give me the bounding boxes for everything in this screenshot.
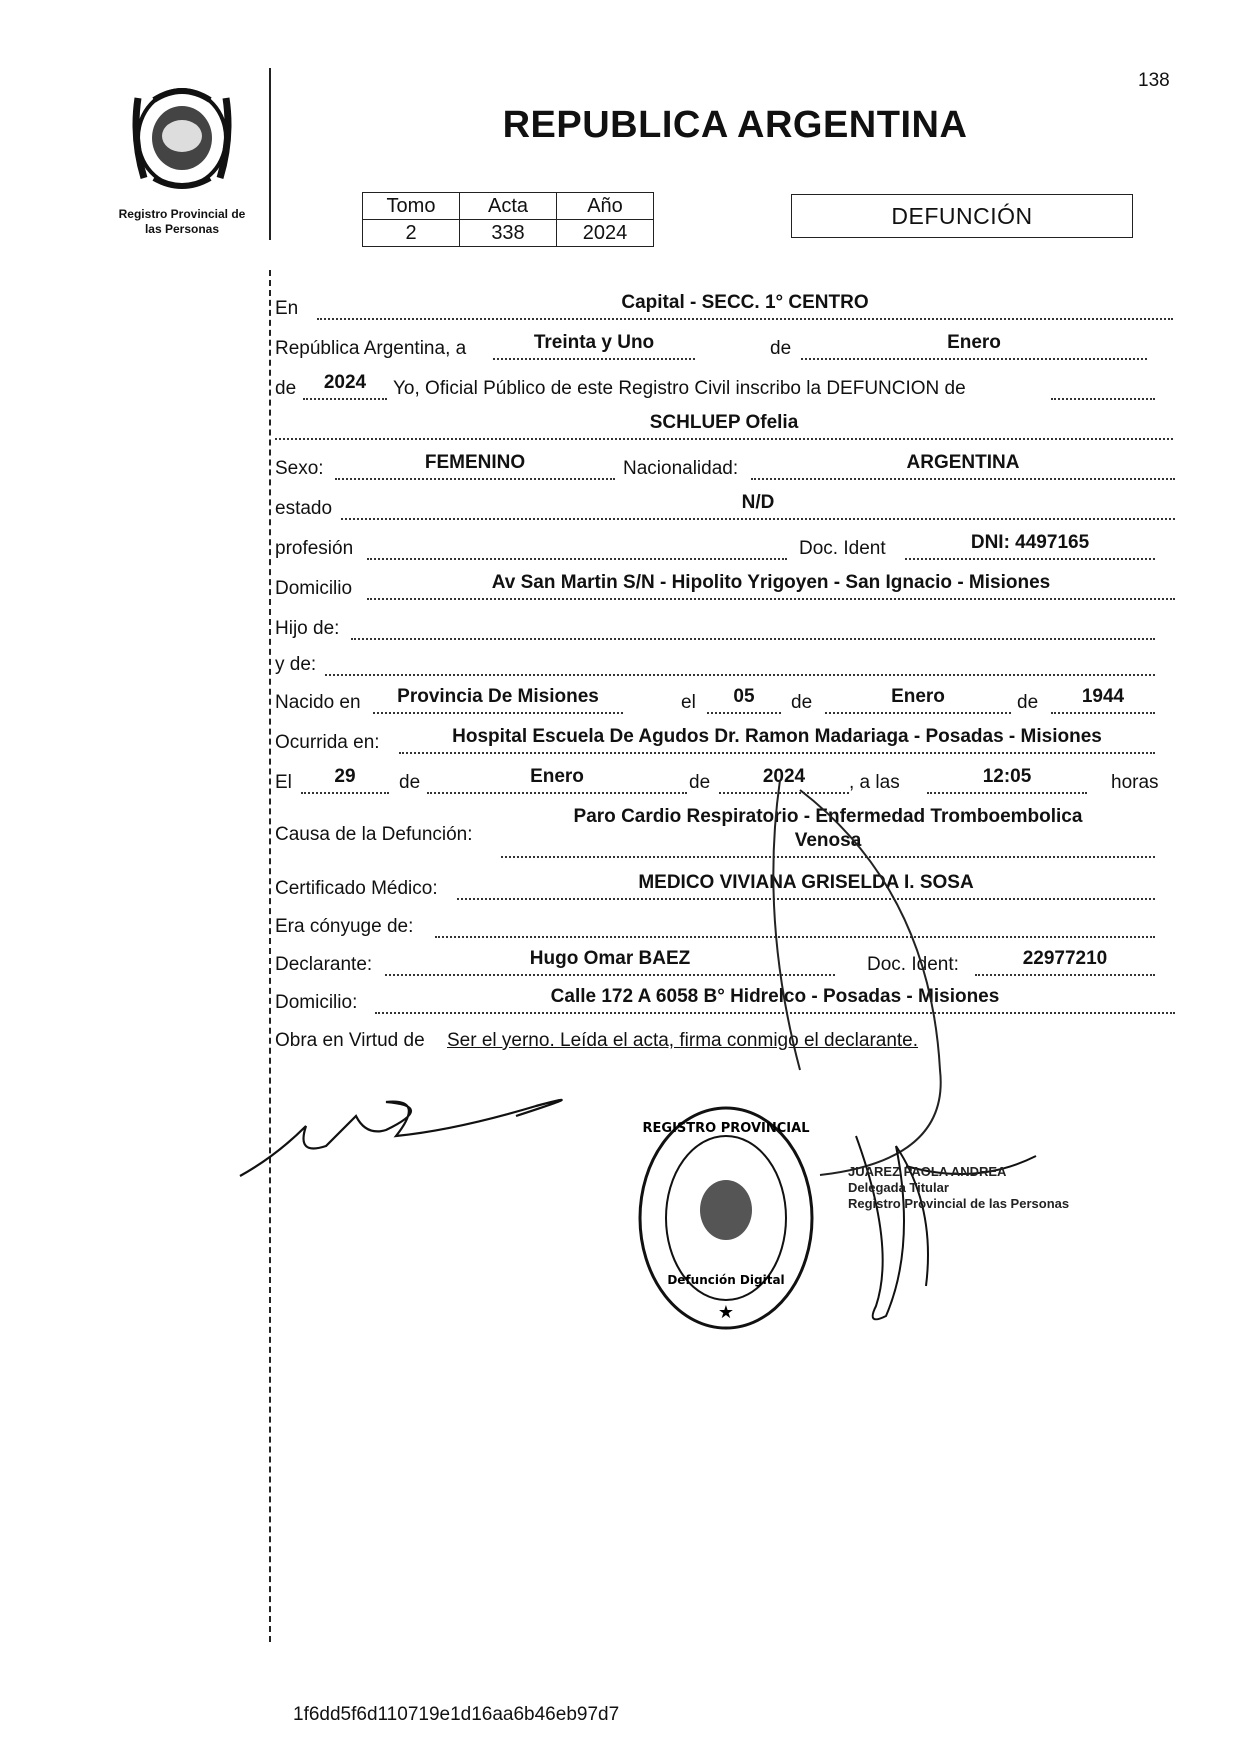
ref-value-ano: 2024 xyxy=(557,220,654,247)
row-profesion xyxy=(275,532,1155,562)
birth-day: 05 xyxy=(733,686,755,707)
causa-line1: Paro Cardio Respiratorio - Enfermedad Tromboembolica xyxy=(573,806,1083,827)
dotted-line xyxy=(341,518,1175,520)
doc-ident-value: DNI: 4497165 xyxy=(970,532,1090,553)
row-yde xyxy=(275,648,1155,678)
death-de1-label: de xyxy=(399,772,421,793)
de-label: de xyxy=(770,338,792,359)
declarant-signature xyxy=(236,1086,596,1182)
dotted-line xyxy=(493,358,695,360)
logo-caption-line1: Registro Provincial de xyxy=(118,207,246,221)
dotted-line xyxy=(351,638,1155,640)
certificado-label: Certificado Médico: xyxy=(275,878,438,899)
margin-rule-top xyxy=(269,68,271,240)
month-text: Enero xyxy=(947,332,1001,353)
official-org: Registro Provincial de las Personas xyxy=(848,1196,1070,1211)
sexo-label: Sexo: xyxy=(275,458,324,479)
death-time: 12:05 xyxy=(982,766,1032,787)
en-label: En xyxy=(275,298,299,319)
ref-value-tomo: 2 xyxy=(363,220,460,247)
death-day: 29 xyxy=(334,766,356,787)
dotted-line xyxy=(751,478,1175,480)
birth-de2-label: de xyxy=(1017,692,1039,713)
death-year: 2024 xyxy=(762,766,806,787)
svg-text:REGISTRO PROVINCIAL: REGISTRO PROVINCIAL xyxy=(642,1121,810,1136)
en-value: Capital - SECC. 1° CENTRO xyxy=(621,292,869,313)
row-en xyxy=(275,292,1175,322)
ref-header-acta: Acta xyxy=(460,193,557,220)
republica-label: República Argentina, a xyxy=(275,338,467,359)
dotted-line xyxy=(325,674,1155,676)
causa-line2: Venosa xyxy=(794,830,862,851)
dotted-line xyxy=(801,358,1147,360)
obra-value: Ser el yerno. Leída el acta, firma conmigo el declarante. xyxy=(447,1030,919,1051)
dotted-line xyxy=(1051,398,1155,400)
dotted-line xyxy=(707,712,781,714)
birth-de1-label: de xyxy=(791,692,813,713)
profesion-label: profesión xyxy=(275,538,354,559)
official-role: Delegada Titular xyxy=(848,1180,949,1195)
doc-ident-label: Doc. Ident xyxy=(799,538,886,559)
conyuge-label: Era cónyuge de: xyxy=(275,916,414,937)
el-label: el xyxy=(681,692,696,713)
ocurrida-label: Ocurrida en: xyxy=(275,732,380,753)
row-deceased xyxy=(275,412,1175,442)
el2-label: El xyxy=(275,772,292,793)
province-seal-logo xyxy=(124,78,240,196)
dotted-line xyxy=(303,398,387,400)
ref-value-acta: 338 xyxy=(460,220,557,247)
row-estado xyxy=(275,492,1175,522)
row-death-date xyxy=(275,766,1175,796)
hijo-label: Hijo de: xyxy=(275,618,340,639)
dotted-line xyxy=(301,792,389,794)
svg-text:Defunción Digital: Defunción Digital xyxy=(667,1273,785,1287)
year-de-label: de xyxy=(275,378,297,399)
horas-label: horas xyxy=(1111,772,1159,793)
logo-caption-line2: las Personas xyxy=(144,222,220,236)
row-declarante xyxy=(275,948,1155,978)
nacionalidad-value: ARGENTINA xyxy=(906,452,1020,473)
domicilio2-label: Domicilio: xyxy=(275,992,358,1013)
dotted-line xyxy=(367,558,787,560)
logo-caption xyxy=(100,207,264,237)
certificado-value: MEDICO VIVIANA GRISELDA I. SOSA xyxy=(638,872,974,893)
row-statement xyxy=(275,372,1155,402)
ocurrida-value: Hospital Escuela De Agudos Dr. Ramon Madariaga - Posadas - Misiones xyxy=(452,726,1102,747)
margin-rule xyxy=(269,270,271,1642)
row-causa xyxy=(275,806,1155,862)
estado-label: estado xyxy=(275,498,333,519)
row-domicilio2 xyxy=(275,986,1175,1016)
page-number: 138 xyxy=(1138,70,1170,91)
dotted-line xyxy=(399,752,1155,754)
svg-text:★: ★ xyxy=(717,1302,735,1323)
dotted-line xyxy=(317,318,1173,320)
official-name: JUAREZ PAOLA ANDREA xyxy=(848,1164,1007,1179)
dotted-line xyxy=(1051,712,1155,714)
dotted-line xyxy=(367,598,1175,600)
official-block xyxy=(848,1164,1069,1212)
declarante-value: Hugo Omar BAEZ xyxy=(529,948,691,969)
reference-table xyxy=(362,192,654,247)
doc-ident2-label: Doc. Ident: xyxy=(867,954,959,975)
death-month: Enero xyxy=(530,766,584,787)
day-text: Treinta y Uno xyxy=(533,332,655,353)
row-date xyxy=(275,332,1155,362)
domicilio-value: Av San Martin S/N - Hipolito Yrigoyen - San Ignacio - Misiones xyxy=(491,572,1051,593)
row-conyuge xyxy=(275,910,1155,940)
ref-header-tomo: Tomo xyxy=(363,193,460,220)
declarante-label: Declarante: xyxy=(275,954,373,975)
dotted-line xyxy=(275,438,1173,440)
row-ocurrida xyxy=(275,726,1155,756)
sexo-value: FEMENINO xyxy=(424,452,526,473)
obra-label: Obra en Virtud de xyxy=(275,1030,425,1051)
year-value: 2024 xyxy=(323,372,367,393)
domicilio2-value: Calle 172 A 6058 B° Hidrelco - Posadas - Misiones xyxy=(550,986,1000,1007)
dotted-line xyxy=(427,792,687,794)
deceased-name: SCHLUEP Ofelia xyxy=(649,412,799,433)
official-signature xyxy=(836,1126,1056,1332)
nacido-value: Provincia De Misiones xyxy=(397,686,599,707)
nacido-label: Nacido en xyxy=(275,692,361,713)
estado-value: N/D xyxy=(741,492,775,513)
statement-text: Yo, Oficial Público de este Registro Civil inscribo la DEFUNCION de xyxy=(393,378,966,399)
dotted-line xyxy=(373,712,623,714)
row-certificado xyxy=(275,872,1155,902)
row-domicilio xyxy=(275,572,1175,602)
row-hijo xyxy=(275,612,1155,642)
document-title: REPUBLICA ARGENTINA xyxy=(502,104,968,146)
row-sexo xyxy=(275,452,1175,482)
dotted-line xyxy=(335,478,615,480)
row-obra xyxy=(275,1024,1155,1054)
record-type-box: DEFUNCIÓN xyxy=(791,194,1133,238)
birth-month: Enero xyxy=(891,686,945,707)
dotted-line xyxy=(975,974,1155,976)
dotted-line xyxy=(825,712,1011,714)
ref-header-ano: Año xyxy=(557,193,654,220)
doc-ident2-value: 22977210 xyxy=(1022,948,1108,969)
birth-year: 1944 xyxy=(1081,686,1125,707)
document-hash: 1f6dd5f6d110719e1d16aa6b46eb97d7 xyxy=(293,1704,620,1725)
nacionalidad-label: Nacionalidad: xyxy=(623,458,739,479)
domicilio-label: Domicilio xyxy=(275,578,353,599)
alas-label: , a las xyxy=(849,772,900,793)
registry-stamp xyxy=(634,1102,818,1334)
dotted-line xyxy=(905,558,1155,560)
death-de2-label: de xyxy=(689,772,711,793)
yde-label: y de: xyxy=(275,654,317,675)
row-nacido xyxy=(275,686,1155,716)
causa-label: Causa de la Defunción: xyxy=(275,824,473,845)
